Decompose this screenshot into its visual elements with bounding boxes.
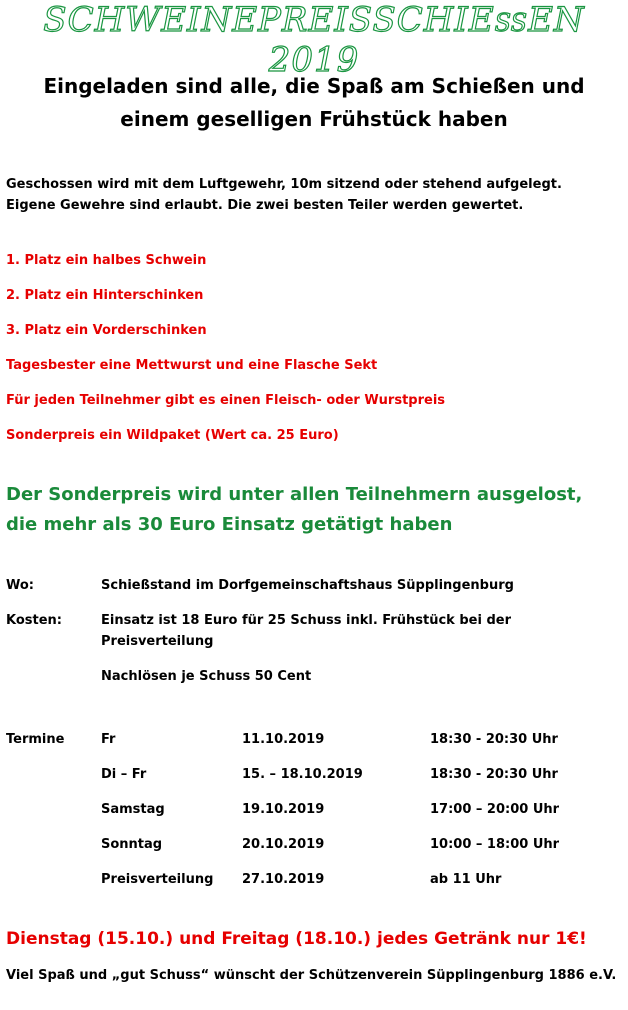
- shooting-rules-line-1: Geschossen wird mit dem Luftgewehr, 10m sitzend oder stehend aufgelegt.: [6, 177, 562, 192]
- schedule-day: Di – Fr: [101, 767, 147, 782]
- schedule-row: [6, 764, 622, 786]
- invitation-heading-line-2: einem geselligen Frühstück haben: [120, 107, 508, 131]
- prize-item-day-best: Tagesbester eine Mettwurst und eine Flasche Sekt: [6, 358, 378, 373]
- shooting-rules-line-2: Eigene Gewehre sind erlaubt. Die zwei besten Teiler werden gewertet.: [6, 198, 524, 213]
- schedule-time: 18:30 - 20:30 Uhr: [430, 767, 558, 782]
- special-prize-note-line-2: die mehr als 30 Euro Einsatz getätigt haben: [6, 514, 453, 535]
- schedule-day: Preisverteilung: [101, 872, 214, 887]
- schedule-day: Fr: [101, 732, 116, 747]
- schedule-date: 27.10.2019: [242, 872, 325, 887]
- schedule-day: Sonntag: [101, 837, 163, 852]
- costs-extra-row: [6, 666, 622, 688]
- location-row: [6, 575, 622, 597]
- invitation-heading: [0, 70, 628, 136]
- schedule-time: 17:00 – 20:00 Uhr: [430, 802, 560, 817]
- prize-item-special: Sonderpreis ein Wildpaket (Wert ca. 25 Euro): [6, 428, 339, 443]
- schedule-date: 15. – 18.10.2019: [242, 767, 363, 782]
- schedule-row: [6, 729, 622, 751]
- prize-item-third: 3. Platz ein Vorderschinken: [6, 323, 207, 338]
- invitation-heading-line-1: Eingeladen sind alle, die Spaß am Schießen und: [43, 74, 585, 98]
- special-prize-note-line-1: Der Sonderpreis wird unter allen Teilnehmern ausgelost,: [6, 484, 583, 505]
- drinks-offer: Dienstag (15.10.) und Freitag (18.10.) jedes Getränk nur 1€!: [6, 929, 587, 949]
- location-label: Wo:: [6, 578, 35, 593]
- location-value: Schießstand im Dorfgemeinschaftshaus Süpplingenburg: [101, 578, 514, 593]
- costs-label: Kosten:: [6, 613, 62, 628]
- prize-item-first: 1. Platz ein halbes Schwein: [6, 253, 207, 268]
- schedule-time: 18:30 - 20:30 Uhr: [430, 732, 558, 747]
- prize-list: [6, 250, 622, 460]
- schedule-row: [6, 869, 622, 891]
- flyer-title: SCHWEINEPREISSCHIEßEN 2019: [43, 0, 585, 80]
- costs-value-line-1: Einsatz ist 18 Euro für 25 Schuss inkl. Frühstück bei der: [101, 613, 511, 628]
- schedule-date: 19.10.2019: [242, 802, 325, 817]
- prize-item-participants: Für jeden Teilnehmer gibt es einen Fleisch- oder Wurstpreis: [6, 393, 446, 408]
- costs-row: [6, 610, 622, 654]
- schedule-date: 20.10.2019: [242, 837, 325, 852]
- schedule-date: 11.10.2019: [242, 732, 325, 747]
- special-prize-note: [6, 480, 622, 540]
- costs-value: [101, 610, 601, 652]
- costs-extra: Nachlösen je Schuss 50 Cent: [101, 669, 312, 684]
- shooting-rules: [6, 174, 622, 216]
- schedule-time: ab 11 Uhr: [430, 872, 502, 887]
- prize-item-second: 2. Platz ein Hinterschinken: [6, 288, 204, 303]
- schedule-time: 10:00 – 18:00 Uhr: [430, 837, 560, 852]
- schedule-label: Termine: [6, 732, 65, 747]
- schedule-row: [6, 834, 622, 856]
- closing-greeting: Viel Spaß und „gut Schuss“ wünscht der Schützenverein Süpplingenburg 1886 e.V.: [6, 968, 617, 983]
- schedule-row: [6, 799, 622, 821]
- costs-value-line-2: Preisverteilung: [101, 634, 214, 649]
- schedule-day: Samstag: [101, 802, 165, 817]
